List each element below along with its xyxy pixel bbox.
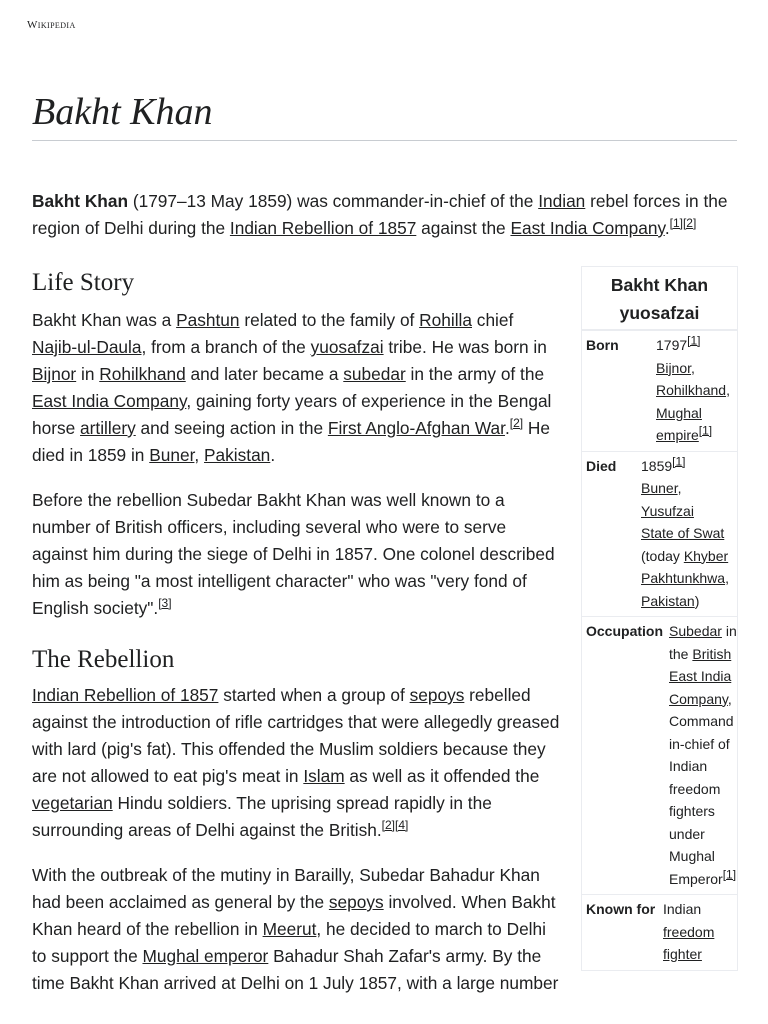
link-east-india-company[interactable]: East India Company [510,218,665,238]
link-rohilla[interactable]: Rohilla [419,310,472,330]
body-text: , he decided to march to Delhi to support the [32,919,546,966]
link-rohilkhand[interactable]: Rohilkhand [99,364,186,384]
lead-paragraph [32,188,737,242]
infobox-value [669,620,737,890]
infobox-title: Bakht Khan yuosafzai [582,267,737,330]
punct: , [726,382,730,398]
occupation-text: Emperor [669,870,723,887]
link-yusufzai-state-of-swat[interactable]: Yusufzai [641,502,694,519]
link-artillery[interactable]: artillery [80,418,136,438]
link-sepoys[interactable]: sepoys [409,685,465,705]
link-indian-rebellion-1857[interactable]: Indian Rebellion of 1857 [229,218,417,238]
rebellion-paragraph-1 [32,682,562,844]
occupation-text: Command [669,713,734,729]
link-buner[interactable]: Buner [641,480,678,496]
occupation-text: Mughal [669,848,715,864]
infobox-value [656,334,730,447]
body-text: rebelled against the introduction of rifle cartridges that were allegedly greased with lard (pig's fat). This offended the Muslim soldiers because they are not allowed to eat pig's meat in [32,685,560,786]
rebellion-paragraph-2 [32,862,562,997]
occupation-text: fighters [669,803,715,819]
punct: the [669,645,693,662]
section-heading-the-rebellion: The Rebellion [32,646,175,673]
body-text: Bahadur Shah Zafar's army. By the time Bakht Khan arrived at Delhi on 1 July 1857, with a large number [32,946,559,993]
link-indian-rebellion-1857[interactable]: Indian Rebellion of 1857 [32,685,219,705]
citation-ref[interactable]: [2][4] [381,818,409,833]
link-bijnor[interactable]: Bijnor [656,359,692,376]
link-meerut[interactable]: Meerut [262,919,317,939]
body-text: in [76,364,100,384]
link-freedom-fighter[interactable]: fighter [663,946,702,962]
link-british-east-india-company[interactable]: British [692,645,732,662]
link-buner[interactable]: Buner [149,445,195,465]
body-text: Before the rebellion Subedar Bakht Khan was well known to a number of British officers, including several who were to serve against him during the siege of Delhi in 1857. One colonel described him as being "a most intelligent character" who was "very fond of English society". [32,490,555,618]
infobox-label: Born [586,337,619,353]
link-freedom-fighter[interactable]: freedom [663,923,715,940]
punct: in [721,623,737,639]
wikipedia-wordmark[interactable]: Wikipedia [27,19,76,31]
link-pashtun[interactable]: Pashtun [176,310,240,330]
life-paragraph-1 [32,307,562,469]
title-divider [32,140,737,141]
link-mughal-empire[interactable]: empire [656,427,699,443]
link-mughal-emperor[interactable]: Mughal emperor [142,946,269,966]
body-text: Hindu soldiers. The uprising spread rapidly in the surrounding areas of Delhi against the British. [32,793,492,840]
link-indian[interactable]: Indian [538,191,586,211]
link-khyber-pakhtunkhwa[interactable]: Pakhtunkhwa [641,570,726,586]
link-subedar[interactable]: Subedar [669,623,722,639]
citation-ref[interactable]: [2] [509,416,524,431]
body-text: . [270,445,276,465]
lead-text: . [664,218,670,238]
lead-text: rebel forces in the region of Delhi during the [32,191,728,238]
life-paragraph-2 [32,487,562,622]
infobox-row-occupation [582,616,737,894]
body-text: involved. When Bakht Khan heard of the rebellion in [32,892,556,939]
link-pakistan[interactable]: Pakistan [641,592,695,609]
link-sepoys[interactable]: sepoys [328,892,384,912]
link-british-east-india-company[interactable]: Company [669,690,728,707]
citation-ref[interactable]: [1] [722,866,737,881]
infobox-row-died [582,451,737,617]
body-text: , from a branch of the [141,337,311,357]
link-pakistan[interactable]: Pakistan [204,445,271,465]
page-title: Bakht Khan [32,91,213,133]
infobox-label: Occupation [586,623,664,639]
lead-subject: Bakht Khan [32,191,129,211]
body-text: related to the family of [239,310,420,330]
punct: (today [641,547,684,564]
body-text: With the outbreak of the mutiny in Barailly, Subedar Bahadur Khan had been acclaimed as general by the [32,865,540,912]
body-text: as well as it offended the [344,766,540,786]
occupation-text: in-chief of [669,735,730,752]
citation-ref[interactable]: [1][2] [669,216,697,231]
link-first-anglo-afghan-war[interactable]: First Anglo-Afghan War [327,418,505,438]
died-year: 1859 [641,457,673,474]
citation-ref[interactable]: [3] [158,596,172,611]
article-body [32,263,562,1015]
link-subedar[interactable]: subedar [343,364,406,384]
link-east-india-company[interactable]: East India Company [32,391,187,411]
citation-ref[interactable]: [1] [672,453,686,468]
body-text: and later became a [185,364,344,384]
infobox-label: Known for [586,901,656,917]
link-yuosafzai[interactable]: yuosafzai [310,337,384,357]
infobox [581,266,738,971]
born-year: 1797 [656,337,688,353]
link-yusufzai-state-of-swat[interactable]: State of Swat [641,525,725,541]
infobox-label: Died [586,457,617,474]
occupation-text: freedom [669,780,721,797]
section-heading-life-story: Life Story [32,269,135,296]
punct: ) [694,592,700,609]
punct: , [725,570,729,586]
occupation-text: Indian [669,758,708,774]
punct: , [677,480,682,496]
link-british-east-india-company[interactable]: East India [669,668,732,684]
punct: , [727,690,732,707]
lead-text: (1797–13 May 1859) was commander-in-chief of the [128,191,539,211]
body-text: , gaining forty years of experience in the Bengal horse [32,391,552,438]
body-text: tribe. He was born in [383,337,547,357]
punct: , [691,359,695,376]
body-text: started when a group of [218,685,410,705]
body-text: He died in 1859 in [32,418,551,465]
infobox-value [663,898,714,966]
lead-text: against the [416,218,511,238]
link-khyber-pakhtunkhwa[interactable]: Khyber [683,547,729,564]
link-islam[interactable]: Islam [303,766,345,786]
link-rohilkhand[interactable]: Rohilkhand [656,382,727,398]
link-vegetarian[interactable]: vegetarian [32,793,113,813]
citation-ref[interactable]: [1] [687,333,701,348]
body-text: in the army of the [405,364,545,384]
occupation-text: under [669,825,705,842]
infobox-row-born [582,330,737,451]
link-bijnor[interactable]: Bijnor [32,364,77,384]
body-text: . [504,418,510,438]
body-text: , [194,445,205,465]
known-for-text: Indian [663,901,702,917]
infobox-value [641,455,729,613]
link-mughal-empire[interactable]: Mughal [656,404,702,421]
body-text: Bakht Khan was a [32,310,177,330]
link-najib-ul-daula[interactable]: Najib-ul-Daula [32,337,142,357]
body-text: and seeing action in the [135,418,328,438]
body-text: chief [472,310,514,330]
infobox-row-known-for [582,894,737,970]
citation-ref[interactable]: [1] [698,423,713,438]
